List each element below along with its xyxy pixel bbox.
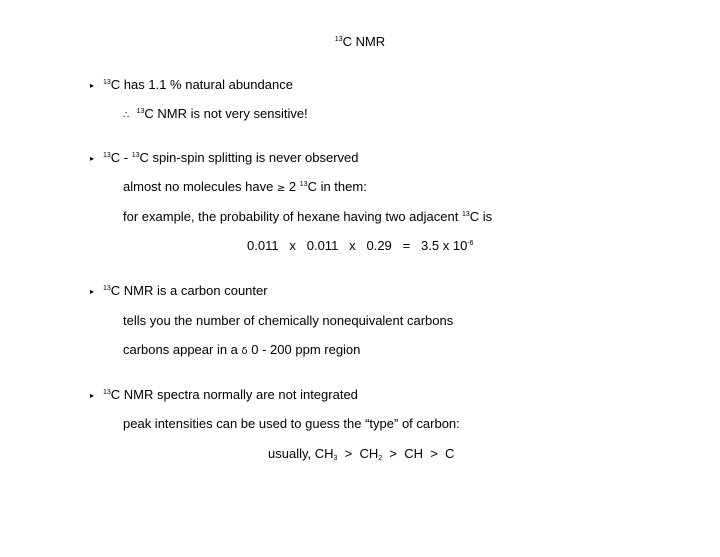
section-1-main [103,77,293,93]
section-3-main-text: C NMR is a carbon counter [110,283,268,298]
carbon-type-order [268,446,454,462]
isotope-sup: 13 [103,389,111,396]
probability-equation [247,238,474,254]
section-3-main [103,283,268,299]
isotope-sup: 13 [299,181,308,188]
section-3-sub-1 [123,313,453,329]
section-2-sub-2-text: C is [469,209,493,224]
title-text: C NMR [342,34,386,49]
equation-text: 0.011 x 0.011 x 0.29 = 3.5 x 10 [247,238,468,253]
subscript: 2 [378,455,383,462]
section-2-main [103,150,358,166]
section-1-sub-1-text: C NMR is not very sensitive! [144,106,308,121]
section-2-sub-1-text: C in them: [307,179,367,194]
order-pre: usually, CH [268,446,334,461]
bullet-icon: ▸ [90,287,95,296]
isotope-sup: 13 [131,152,140,159]
isotope-sup: 13 [103,285,111,292]
page-title [0,34,720,50]
subscript: 3 [333,455,338,462]
section-4-sub-1 [123,416,460,432]
therefore-icon: ∴ [123,110,130,121]
title-isotope: 13 [334,36,343,43]
section-1-main-text: C has 1.1 % natural abundance [110,77,293,92]
bullet-icon: ▸ [90,81,95,90]
section-2-main-mid: C - [110,150,132,165]
section-1-sub-1 [123,106,308,124]
section-4-main-text: C NMR spectra normally are not integrated [110,387,358,402]
section-2-sub-1-mid: 2 [285,179,300,194]
section-3-sub-2-text: 0 - 200 ppm region [247,342,361,357]
isotope-sup: 13 [103,152,111,159]
section-3-sub-1-text: tells you the number of chemically nonequivalent carbons [123,313,454,328]
section-2-sub-1-pre: almost no molecules have [123,179,277,194]
order-rest: > CH > C [382,446,455,461]
isotope-sup: 13 [461,211,470,218]
section-3-sub-2-pre: carbons appear in a [123,342,242,357]
section-2-main-text: C spin-spin splitting is never observed [139,150,359,165]
bullet-icon: ▸ [90,391,95,400]
bullet-icon: ▸ [90,154,95,163]
section-4-main [103,387,358,403]
exponent-sup: -6 [467,240,474,247]
greater-equal-icon: ≥ [276,183,286,194]
delta-icon: δ [241,346,248,357]
section-4-sub-1-text: peak intensities can be used to guess the “type” of carbon: [123,416,460,431]
section-3-sub-2 [123,342,360,360]
isotope-sup: 13 [136,108,145,115]
section-2-sub-2-pre: for example, the probability of hexane having two adjacent [123,209,462,224]
section-2-sub-1 [123,179,367,197]
section-2-sub-2 [123,209,492,225]
isotope-sup: 13 [103,79,111,86]
order-mid: > CH [337,446,379,461]
